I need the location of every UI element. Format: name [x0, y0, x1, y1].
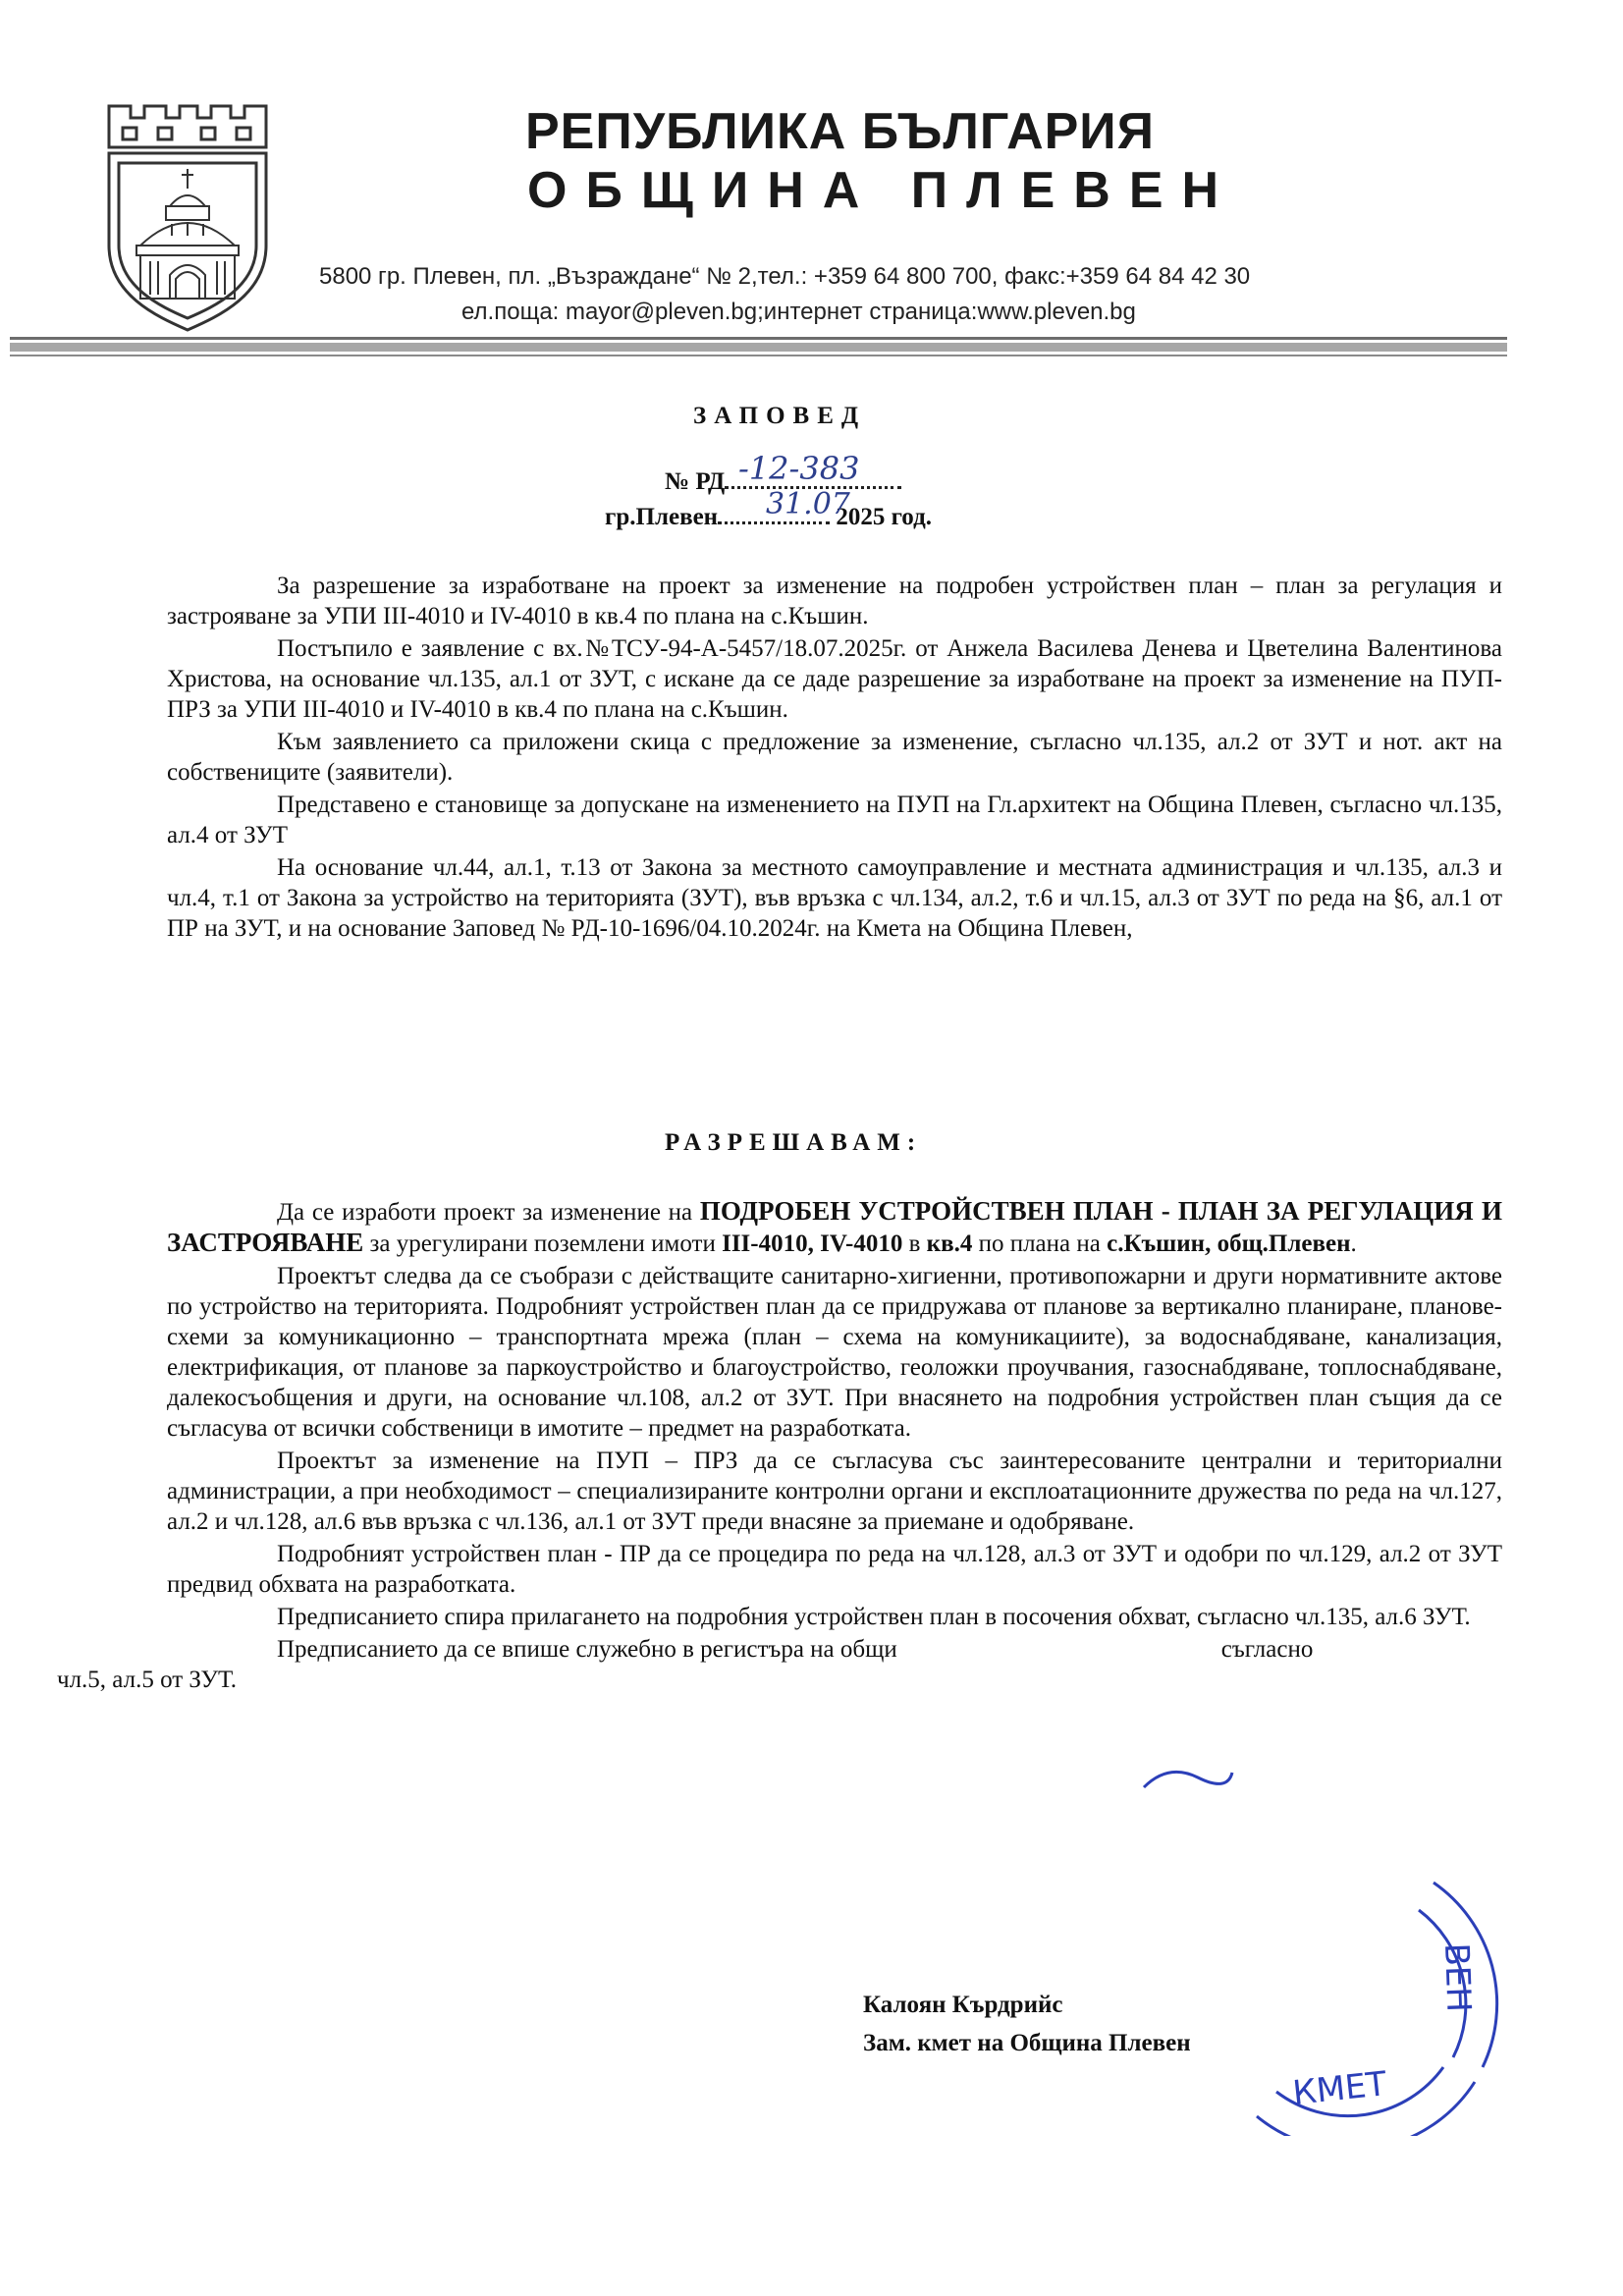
- decision-text: .: [1350, 1230, 1357, 1257]
- decision-paragraph: Подробният устройствен план - ПР да се процедира по реда на чл.128, ал.3 от ЗУТ и одобри по чл.129, ал.2 от ЗУТ предвид обхвата на разработката.: [167, 1541, 1502, 1598]
- decision-last-text-end: съгласно: [1220, 1636, 1314, 1663]
- signature-mark: [1139, 1758, 1237, 1797]
- order-preamble: [167, 571, 1502, 946]
- decision-text: Да се изработи проект за изменение на: [277, 1199, 700, 1226]
- quarter-id: кв.4: [926, 1230, 973, 1257]
- decision-text: по плана на: [972, 1230, 1108, 1257]
- header-divider-top: [10, 337, 1507, 340]
- municipality-contact: ел.поща: mayor@pleven.bg;интернет страница:www.pleven.bg: [461, 299, 1136, 325]
- municipality-title: ОБЩИНА ПЛЕВЕН: [527, 162, 1238, 219]
- decision-last-text-line2: чл.5, ал.5 от ЗУТ.: [57, 1667, 238, 1693]
- order-place-label: гр.Плевен: [605, 504, 719, 530]
- header-divider-bottom: [10, 355, 1507, 356]
- decision-title: РАЗРЕШАВАМ:: [665, 1129, 923, 1156]
- decision-paragraph: Проектът за изменение на ПУП – ПРЗ да се съгласува със заинтересованите централни и териториални администрации, а при необходимост – специализираните контролни органи и експлоатационните дружества по реда на чл.127, ал.2 и чл.128, ал.6 във връзка с чл.136, ал.1 от ЗУТ преди внасяне за приемане и одобряване.: [167, 1448, 1502, 1535]
- decision-last-paragraph: [57, 1634, 1502, 1695]
- preamble-paragraph: Постъпило е заявление с вх.№ТСУ-94-А-5457/18.07.2025г. от Анжела Василева Денева и Цветелина Валентинова Христова, на основание чл.135, ал.1 от ЗУТ, с искане да се даде разрешение за изработване на проект за изменение на ПУП-ПРЗ за УПИ III-4010 и IV-4010 в кв.4 по плана на с.Къшин.: [167, 635, 1502, 723]
- stamp-text-kmet: КМЕТ: [1290, 2064, 1389, 2113]
- order-number-handwritten: -12-383: [738, 450, 860, 487]
- header-divider-middle: [10, 343, 1507, 352]
- decision-main-paragraph: [167, 1196, 1502, 1259]
- property-ids: III-4010, IV-4010: [722, 1230, 903, 1257]
- stamp-text-ven: ВЕН: [1436, 1941, 1479, 2013]
- decision-paragraph: Предписанието спира прилагането на подробния устройствен план в посочения обхват, съгласно чл.135, ал.6 ЗУТ.: [277, 1604, 1471, 1630]
- preamble-paragraph: За разрешение за изработване на проект за изменение на подробен устройствен план – план за регулация и застрояване за УПИ III-4010 и IV-4010 в кв.4 по плана на с.Къшин.: [167, 573, 1502, 629]
- village-name: с.Къшин, общ.Плевен: [1107, 1230, 1351, 1257]
- preamble-paragraph: Представено е становище за допускане на изменението на ПУП на Гл.архитект на Община Плевен, съгласно чл.135, ал.4 от ЗУТ: [167, 792, 1502, 848]
- municipality-address: 5800 гр. Плевен, пл. „Възраждане“ № 2,тел.: +359 64 800 700, факс:+359 64 84 42 30: [319, 263, 1251, 290]
- plan-type: ПОДРОБЕН УСТРОЙСТВЕН ПЛАН - ПЛАН ЗА РЕГУЛАЦИЯ И ЗАСТРОЯВАНЕ: [167, 1196, 1502, 1257]
- preamble-paragraph: На основание чл.44, ал.1, т.13 от Закона за местното самоуправление и местната администрация и чл.135, ал.3 и чл.4, т.1 от Закона за устройство на територията (ЗУТ), във връзка с чл.134, ал.2, т.6 и чл.15, ал.3 от ЗУТ по реда на §6, ал.1 от ПР на ЗУТ, и на основание Заповед № РД-10-1696/04.10.2024г. на Кмета на Община Плевен,: [167, 854, 1502, 942]
- order-date-handwritten: 31.07: [766, 487, 850, 521]
- decision-text: за урегулирани поземлени имоти: [363, 1230, 723, 1257]
- decision-last-text: Предписанието да се впише служебно в регистъра на общи: [277, 1636, 897, 1663]
- decision-body: [57, 1196, 1502, 1697]
- decision-paragraph: Проектът следва да се съобрази с действащите санитарно-хигиенни, противопожарни и други нормативните актове по устройство на територията. Подробният устройствен план да се придружава от планове за вертикално планиране, планове-схеми за комуникационно – транспортната мрежа (план – схема на комуникациите), за водоснабдяване, канализация, електрификация, от планове за паркоустройство и благоустройство, геоложки проучвания, газоснабдяване, топлоснабдяване, далекосъобщения и други, на основание чл.108, ал.2 от ЗУТ. При внасянето на подробния устройствен план същия да се съгласува от всички собственици в имотите – предмет на разработката.: [167, 1263, 1502, 1442]
- official-stamp: [1217, 1871, 1532, 2136]
- preamble-paragraph: Към заявлението са приложени скица с предложение за изменение, съгласно чл.135, ал.2 от ЗУТ и нот. акт на собствениците (заявители).: [167, 729, 1502, 786]
- signatory-name: Калоян Кърдрийс: [863, 1992, 1063, 2018]
- pleven-coat-of-arms-logo: [101, 98, 274, 334]
- decision-text: в: [902, 1230, 927, 1257]
- signatory-position: Зам. кмет на Община Плевен: [863, 2030, 1191, 2056]
- order-title: ЗАПОВЕД: [693, 403, 867, 429]
- order-year: 2025 год.: [836, 504, 932, 530]
- country-title: РЕПУБЛИКА БЪЛГАРИЯ: [525, 103, 1156, 160]
- order-number-label: № РД: [665, 468, 726, 495]
